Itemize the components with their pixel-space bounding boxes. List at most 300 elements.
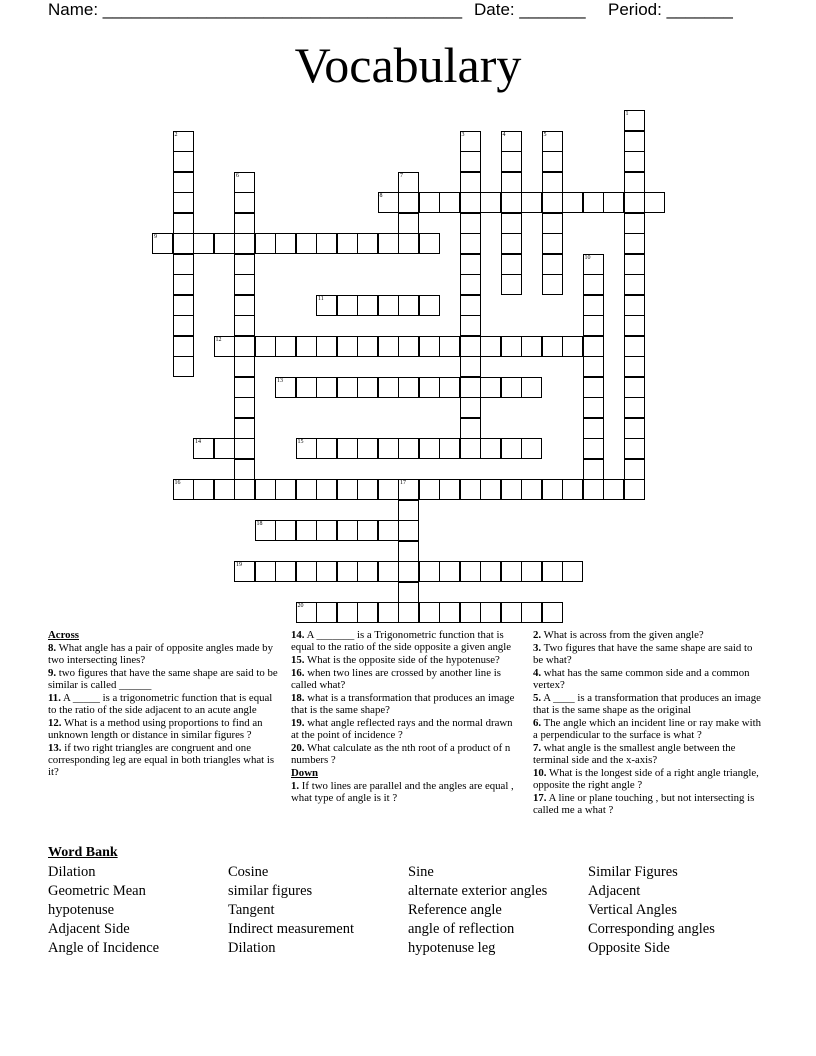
crossword-cell[interactable] <box>460 254 481 275</box>
clue <box>291 654 523 666</box>
crossword-cell[interactable] <box>542 254 563 275</box>
crossword-cell[interactable] <box>214 438 235 459</box>
crossword-cell[interactable] <box>296 479 317 500</box>
crossword-cell[interactable] <box>234 418 255 439</box>
clue-number: 5 <box>543 131 547 138</box>
crossword-cell[interactable] <box>439 192 460 213</box>
crossword-cell[interactable] <box>480 602 501 623</box>
crossword-cell[interactable] <box>193 438 214 459</box>
crossword-cell[interactable] <box>439 377 460 398</box>
crossword-cell[interactable] <box>357 295 378 316</box>
down-heading: Down <box>291 767 318 779</box>
crossword-cell[interactable] <box>337 561 358 582</box>
crossword-cell[interactable] <box>460 233 481 254</box>
crossword-cell[interactable] <box>316 438 337 459</box>
crossword-cell[interactable] <box>255 233 276 254</box>
crossword-cell[interactable] <box>460 295 481 316</box>
crossword-cell[interactable] <box>603 479 624 500</box>
crossword-cell[interactable] <box>275 561 296 582</box>
crossword-cell[interactable] <box>234 172 255 193</box>
crossword-cell[interactable] <box>542 274 563 295</box>
crossword-cell[interactable] <box>296 561 317 582</box>
clue-number-label: 12. <box>48 717 62 729</box>
crossword-cell[interactable] <box>234 315 255 336</box>
crossword-cell[interactable] <box>501 336 522 357</box>
crossword-cell[interactable] <box>234 254 255 275</box>
crossword-cell[interactable] <box>419 295 440 316</box>
word-bank-column <box>408 863 547 958</box>
crossword-cell[interactable] <box>234 274 255 295</box>
page-title: Vocabulary <box>294 37 522 93</box>
crossword-cell[interactable] <box>460 397 481 418</box>
crossword-cell[interactable] <box>542 151 563 172</box>
crossword-cell[interactable] <box>460 418 481 439</box>
crossword-cell[interactable] <box>419 561 440 582</box>
crossword-cell[interactable] <box>439 602 460 623</box>
crossword-cell[interactable] <box>542 172 563 193</box>
clue-number: 20 <box>297 603 304 609</box>
crossword-cell[interactable] <box>521 479 542 500</box>
clue-number: 1 <box>625 111 629 117</box>
clue <box>291 629 523 653</box>
clue <box>533 692 765 716</box>
crossword-cell[interactable] <box>542 602 563 623</box>
crossword-cell[interactable] <box>378 377 399 398</box>
clue-number-label: 15. <box>291 654 305 666</box>
crossword-cell[interactable] <box>501 561 522 582</box>
crossword-cell[interactable] <box>378 233 399 254</box>
clue-number: 3 <box>461 131 465 138</box>
crossword-cell[interactable] <box>583 459 604 480</box>
crossword-cell[interactable] <box>460 315 481 336</box>
clue <box>533 792 765 816</box>
crossword-cell[interactable] <box>316 336 337 357</box>
crossword-cell[interactable] <box>501 602 522 623</box>
crossword-cell[interactable] <box>398 213 419 234</box>
clue <box>291 780 523 804</box>
clue-number: 2 <box>174 131 178 138</box>
crossword-cell[interactable] <box>398 541 419 562</box>
clue-text: two figures that have the same shape are said to be similar is called ______ <box>48 667 278 691</box>
crossword-cell[interactable] <box>378 520 399 541</box>
crossword-cell[interactable] <box>624 172 645 193</box>
crossword-cell[interactable] <box>583 254 604 275</box>
crossword-cell[interactable] <box>460 151 481 172</box>
crossword-cell[interactable] <box>562 479 583 500</box>
crossword-cell[interactable] <box>316 520 337 541</box>
crossword-cell[interactable] <box>460 356 481 377</box>
crossword-cell[interactable] <box>357 438 378 459</box>
crossword-cell[interactable] <box>398 172 419 193</box>
clue-number: 11 <box>318 295 324 302</box>
crossword-cell[interactable] <box>542 561 563 582</box>
crossword-cell[interactable] <box>214 233 235 254</box>
crossword-cell[interactable] <box>316 233 337 254</box>
clue-number-label: 18. <box>291 692 305 704</box>
crossword-cell[interactable] <box>234 438 255 459</box>
crossword-cell[interactable] <box>357 479 378 500</box>
crossword-cell[interactable] <box>521 602 542 623</box>
crossword-cell[interactable] <box>296 233 317 254</box>
crossword-cell[interactable] <box>173 336 194 357</box>
crossword-cell[interactable] <box>398 377 419 398</box>
crossword-cell[interactable] <box>398 582 419 603</box>
crossword-cell[interactable] <box>624 479 645 500</box>
crossword-cell[interactable] <box>234 336 255 357</box>
clue <box>48 667 280 691</box>
crossword-cell[interactable] <box>624 131 645 152</box>
crossword-cell[interactable] <box>357 602 378 623</box>
clue-text: A ____ is a transformation that produces an image that is the same shape as the original <box>533 692 761 716</box>
clue <box>48 642 280 666</box>
crossword-cell[interactable] <box>583 397 604 418</box>
crossword-cell[interactable] <box>337 295 358 316</box>
crossword-cell[interactable] <box>501 438 522 459</box>
crossword-cell[interactable] <box>419 602 440 623</box>
clue-number: 7 <box>400 172 403 179</box>
crossword-cell[interactable] <box>542 233 563 254</box>
crossword-cell[interactable] <box>542 336 563 357</box>
word-bank-column <box>48 863 159 958</box>
word-bank-word: Dilation <box>48 864 96 880</box>
clue-text: What is the opposite side of the hypotenuse? <box>304 654 500 666</box>
crossword-cell[interactable] <box>173 213 194 234</box>
word-bank-word: Corresponding angles <box>588 921 715 937</box>
crossword-cell[interactable] <box>624 274 645 295</box>
crossword-cell[interactable] <box>378 192 399 213</box>
crossword-cell[interactable] <box>583 295 604 316</box>
crossword-cell[interactable] <box>480 561 501 582</box>
crossword-cell[interactable] <box>542 479 563 500</box>
clue-number: 18 <box>256 521 263 527</box>
crossword-cell[interactable] <box>316 479 337 500</box>
crossword-cell[interactable] <box>624 233 645 254</box>
clue-text: What angle has a pair of opposite angles made by two intersecting lines? <box>48 642 273 666</box>
clue-number-label: 4. <box>533 667 542 679</box>
clue-text: Two figures that have the same shape are said to be what? <box>533 642 753 666</box>
clue <box>291 667 523 691</box>
clue-number-label: 7. <box>533 742 542 754</box>
clue <box>291 717 523 741</box>
crossword-cell[interactable] <box>501 377 522 398</box>
clue-number: 16 <box>174 480 181 486</box>
crossword-cell[interactable] <box>624 295 645 316</box>
crossword-cell[interactable] <box>624 418 645 439</box>
crossword-cell[interactable] <box>296 602 317 623</box>
crossword-cell[interactable] <box>460 213 481 234</box>
name-field: Name: ______________________________________ <box>48 0 463 19</box>
clue-number-label: 6. <box>533 717 542 729</box>
crossword-cell[interactable] <box>480 192 501 213</box>
clue <box>533 742 765 766</box>
clue-number: 17 <box>400 480 406 486</box>
crossword-cell[interactable] <box>275 479 296 500</box>
crossword-cell[interactable] <box>214 336 235 357</box>
clue <box>533 717 765 741</box>
crossword-cell[interactable] <box>501 131 522 152</box>
crossword-cell[interactable] <box>603 192 624 213</box>
crossword-cell[interactable] <box>460 336 481 357</box>
crossword-cell[interactable] <box>460 377 481 398</box>
crossword-cell[interactable] <box>501 151 522 172</box>
crossword-cell[interactable] <box>378 295 399 316</box>
clue-number-label: 9. <box>48 667 57 679</box>
crossword-cell[interactable] <box>234 397 255 418</box>
crossword-cell[interactable] <box>337 233 358 254</box>
clues-column-2 <box>291 629 523 805</box>
crossword-cell[interactable] <box>501 213 522 234</box>
crossword-cell[interactable] <box>357 233 378 254</box>
crossword-cell[interactable] <box>337 520 358 541</box>
crossword-cell[interactable] <box>173 356 194 377</box>
clues-column-1 <box>48 629 280 779</box>
clue-text: what angle reflected rays and the normal drawn at the point of incidence ? <box>291 717 513 741</box>
crossword-cell[interactable] <box>439 438 460 459</box>
word-bank-word: Tangent <box>228 902 275 918</box>
crossword-cell[interactable] <box>398 233 419 254</box>
crossword-cell[interactable] <box>173 295 194 316</box>
crossword-cell[interactable] <box>439 336 460 357</box>
crossword-cell[interactable] <box>583 438 604 459</box>
crossword-cell[interactable] <box>173 151 194 172</box>
crossword-cell[interactable] <box>583 418 604 439</box>
word-bank-word: similar figures <box>228 883 313 899</box>
word-bank-word: Similar Figures <box>588 864 678 880</box>
crossword-cell[interactable] <box>173 131 194 152</box>
clue-number: 10 <box>584 254 591 261</box>
clue-number-label: 11. <box>48 692 61 704</box>
crossword-cell[interactable] <box>624 438 645 459</box>
crossword-cell[interactable] <box>398 438 419 459</box>
crossword-cell[interactable] <box>337 438 358 459</box>
crossword-cell[interactable] <box>419 233 440 254</box>
crossword-cell[interactable] <box>501 233 522 254</box>
clue-number: 9 <box>154 234 157 240</box>
crossword-cell[interactable] <box>521 561 542 582</box>
crossword-cell[interactable] <box>214 479 235 500</box>
crossword-cell[interactable] <box>562 192 583 213</box>
word-bank-word: Dilation <box>228 940 276 956</box>
crossword-cell[interactable] <box>357 377 378 398</box>
crossword-cell[interactable] <box>521 336 542 357</box>
crossword-cell[interactable] <box>460 479 481 500</box>
crossword-cell[interactable] <box>501 479 522 500</box>
crossword-cell[interactable] <box>460 602 481 623</box>
crossword-cell[interactable] <box>501 254 522 275</box>
clue-number-label: 1. <box>291 780 300 792</box>
crossword-cell[interactable] <box>337 377 358 398</box>
crossword-cell[interactable] <box>583 274 604 295</box>
clue-number: 13 <box>277 377 283 384</box>
clue-number-label: 19. <box>291 717 305 729</box>
crossword-cell[interactable] <box>234 356 255 377</box>
clue-text: What calculate as the nth root of a product of n numbers ? <box>291 742 511 766</box>
crossword-cell[interactable] <box>624 356 645 377</box>
crossword-cell[interactable] <box>419 377 440 398</box>
crossword-cell[interactable] <box>562 561 583 582</box>
word-bank-word: Opposite Side <box>588 940 670 956</box>
word-bank-word: Indirect measurement <box>228 921 355 937</box>
clue-number: 15 <box>297 439 304 445</box>
clue-text: If two lines are parallel and the angles are equal , what type of angle is it ? <box>291 780 514 804</box>
crossword-cell[interactable] <box>419 192 440 213</box>
crossword-cell[interactable] <box>255 561 276 582</box>
crossword-cell[interactable] <box>378 561 399 582</box>
crossword-cell[interactable] <box>398 336 419 357</box>
crossword-cell[interactable] <box>480 438 501 459</box>
crossword-cell[interactable] <box>173 233 194 254</box>
crossword-cell[interactable] <box>583 377 604 398</box>
crossword-cell[interactable] <box>398 479 419 500</box>
crossword-cell[interactable] <box>460 274 481 295</box>
crossword-cell[interactable] <box>275 336 296 357</box>
crossword-cell[interactable] <box>644 192 665 213</box>
crossword-cell[interactable] <box>419 438 440 459</box>
crossword-cell[interactable] <box>501 274 522 295</box>
crossword-cell[interactable] <box>193 233 214 254</box>
crossword-cell[interactable] <box>337 602 358 623</box>
crossword-cell[interactable] <box>316 561 337 582</box>
crossword-cell[interactable] <box>398 192 419 213</box>
crossword-cell[interactable] <box>296 377 317 398</box>
crossword-cell[interactable] <box>480 336 501 357</box>
crossword-cell[interactable] <box>562 336 583 357</box>
crossword-cell[interactable] <box>173 479 194 500</box>
crossword-cell[interactable] <box>378 336 399 357</box>
clue-text: A line or plane touching , but not intersecting is called me a what ? <box>533 792 755 816</box>
crossword-cell[interactable] <box>521 438 542 459</box>
word-bank-column <box>228 863 354 958</box>
clue-text: if two right triangles are congruent and one corresponding leg are equal in both triangles what is it? <box>48 742 275 778</box>
crossword-cell[interactable] <box>337 479 358 500</box>
crossword-cell[interactable] <box>234 479 255 500</box>
crossword-cell[interactable] <box>419 336 440 357</box>
crossword-cell[interactable] <box>460 561 481 582</box>
crossword-cell[interactable] <box>337 336 358 357</box>
crossword-cell[interactable] <box>234 192 255 213</box>
clue <box>48 742 280 778</box>
crossword-cell[interactable] <box>624 110 645 131</box>
clue-number: 12 <box>215 336 222 343</box>
crossword-cell[interactable] <box>275 233 296 254</box>
crossword-cell[interactable] <box>234 459 255 480</box>
word-bank-title: Word Bank <box>48 845 118 860</box>
crossword-cell[interactable] <box>316 377 337 398</box>
crossword-cell[interactable] <box>173 254 194 275</box>
crossword-cell[interactable] <box>398 500 419 521</box>
crossword-cell[interactable] <box>316 295 337 316</box>
word-bank-word: Angle of Incidence <box>48 940 160 956</box>
crossword-cell[interactable] <box>234 561 255 582</box>
crossword-cell[interactable] <box>501 172 522 193</box>
crossword-cell[interactable] <box>398 295 419 316</box>
crossword-cell[interactable] <box>378 479 399 500</box>
crossword-cell[interactable] <box>439 479 460 500</box>
word-bank-column <box>588 863 715 958</box>
crossword-cell[interactable] <box>521 377 542 398</box>
crossword-cell[interactable] <box>419 479 440 500</box>
crossword-cell[interactable] <box>398 520 419 541</box>
crossword-cell[interactable] <box>357 520 378 541</box>
crossword-cell[interactable] <box>234 295 255 316</box>
crossword-cell[interactable] <box>583 336 604 357</box>
crossword-cell[interactable] <box>624 213 645 234</box>
word-bank-word: Reference angle <box>408 902 502 918</box>
crossword-cell[interactable] <box>255 479 276 500</box>
crossword-cell[interactable] <box>357 561 378 582</box>
crossword-cell[interactable] <box>398 602 419 623</box>
crossword-cell[interactable] <box>234 233 255 254</box>
clue-number-label: 13. <box>48 742 62 754</box>
crossword-cell[interactable] <box>624 397 645 418</box>
crossword-cell[interactable] <box>624 459 645 480</box>
crossword-cell[interactable] <box>583 315 604 336</box>
crossword-cell[interactable] <box>296 336 317 357</box>
crossword-cell[interactable] <box>521 192 542 213</box>
across-heading: Across <box>48 629 79 641</box>
clue <box>533 642 765 666</box>
crossword-cell[interactable] <box>255 336 276 357</box>
clue-text: when two lines are crossed by another line is called what? <box>291 667 501 691</box>
crossword-cell[interactable] <box>583 356 604 377</box>
crossword-cell[interactable] <box>501 192 522 213</box>
crossword-cell[interactable] <box>255 520 276 541</box>
crossword-cell[interactable] <box>296 438 317 459</box>
crossword-cell[interactable] <box>398 561 419 582</box>
crossword-cell[interactable] <box>480 479 501 500</box>
crossword-cell[interactable] <box>583 479 604 500</box>
crossword-cell[interactable] <box>173 274 194 295</box>
crossword-cell[interactable] <box>296 520 317 541</box>
clue-number: 8 <box>379 193 383 199</box>
clue-number-label: 16. <box>291 667 305 679</box>
crossword-cell[interactable] <box>316 602 337 623</box>
crossword-cell[interactable] <box>460 172 481 193</box>
word-bank-word: Geometric Mean <box>48 883 146 899</box>
crossword-cell[interactable] <box>460 192 481 213</box>
clue <box>533 667 765 691</box>
crossword-cell[interactable] <box>378 602 399 623</box>
clue-text: A _____ is a trigonometric function that is equal to the ratio of the side adjacent to an acute angle <box>48 692 273 716</box>
crossword-cell[interactable] <box>542 213 563 234</box>
crossword-cell[interactable] <box>542 131 563 152</box>
crossword-cell[interactable] <box>480 377 501 398</box>
crossword-cell[interactable] <box>275 377 296 398</box>
crossword-cell[interactable] <box>234 377 255 398</box>
crossword-cell[interactable] <box>583 192 604 213</box>
crossword-cell[interactable] <box>624 192 645 213</box>
crossword-cell[interactable] <box>152 233 173 254</box>
crossword-cell[interactable] <box>173 192 194 213</box>
crossword-cell[interactable] <box>460 131 481 152</box>
crossword-cell[interactable] <box>460 438 481 459</box>
crossword-cell[interactable] <box>378 438 399 459</box>
crossword-cell[interactable] <box>357 336 378 357</box>
crossword-cell[interactable] <box>173 315 194 336</box>
crossword-cell[interactable] <box>624 151 645 172</box>
crossword-cell[interactable] <box>542 192 563 213</box>
crossword-cell[interactable] <box>624 377 645 398</box>
crossword-cell[interactable] <box>173 172 194 193</box>
crossword-cell[interactable] <box>624 315 645 336</box>
crossword-cell[interactable] <box>275 520 296 541</box>
crossword-cell[interactable] <box>624 254 645 275</box>
clue-text: The angle which an incident line or ray make with a perpendicular to the surface is what ? <box>533 717 761 741</box>
crossword-cell[interactable] <box>624 336 645 357</box>
crossword-cell[interactable] <box>439 561 460 582</box>
crossword-cell[interactable] <box>193 479 214 500</box>
crossword-cell[interactable] <box>234 213 255 234</box>
